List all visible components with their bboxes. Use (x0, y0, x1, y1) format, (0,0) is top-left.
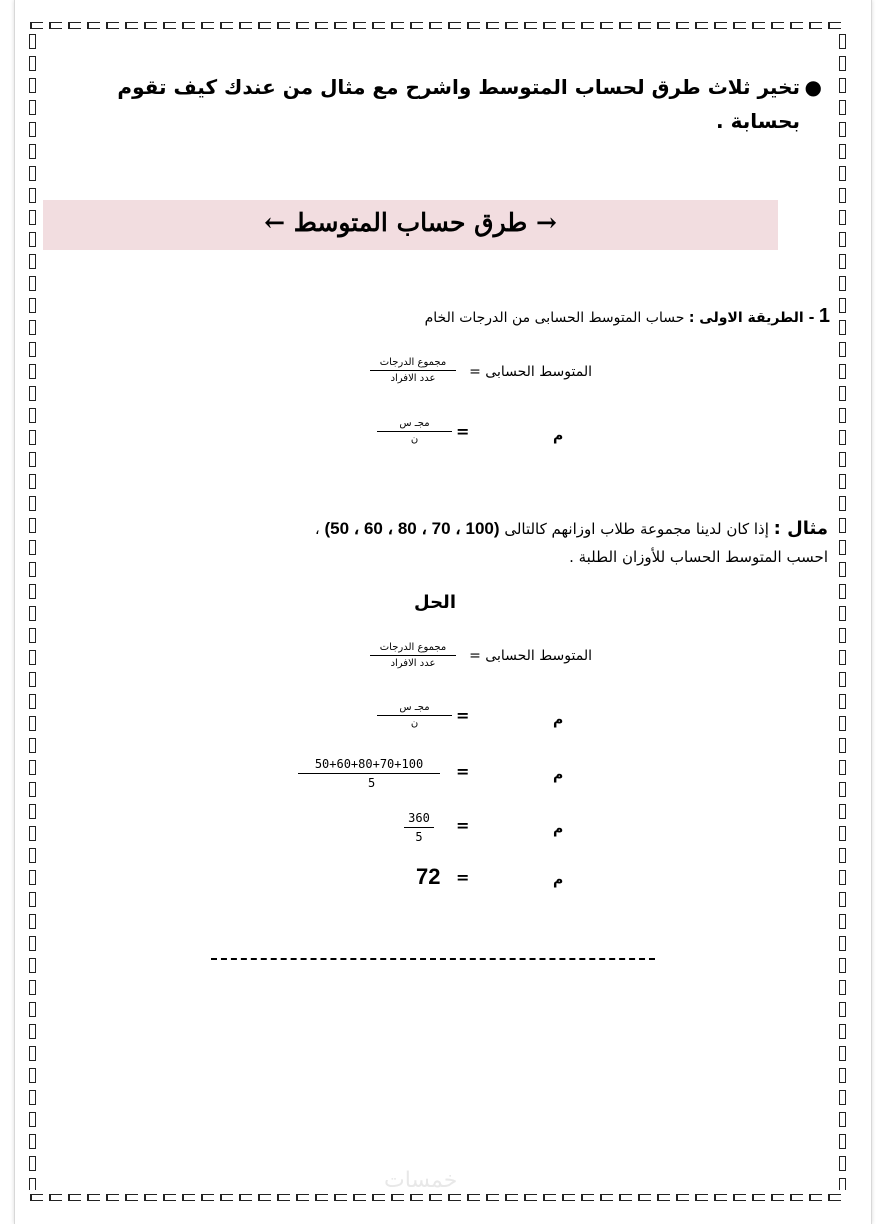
solution-formula-lhs: المتوسط الحسابى = (469, 648, 592, 664)
banner-title: → طرق حساب المتوسط ← (264, 208, 557, 237)
symbolic-denominator: ن (410, 434, 419, 445)
watermark: خمسات (384, 1168, 458, 1193)
symbol-mean: م (553, 872, 564, 888)
formula-numerator: مجموع الدرجات (379, 357, 447, 368)
dashed-border-top (30, 22, 842, 29)
solution-formula-fraction: مجموع الدرجات عدد الافراد (370, 641, 456, 670)
symbol-mean: م (553, 712, 564, 728)
result-value: 72 (416, 864, 441, 889)
example-task: احسب المتوسط الحساب للأوزان الطلبة . (569, 548, 828, 566)
symbol-mean: م (553, 821, 564, 837)
total-value: 360 (408, 811, 430, 825)
bullet-icon: ● (804, 75, 822, 99)
symbol-mean: م (553, 428, 564, 444)
sum-fraction (298, 756, 440, 791)
dashed-border-left (29, 34, 36, 1190)
solution-title: الحل (414, 592, 456, 613)
example-text: مثال : إذا كان لدينا مجموعة طلاب اوزانهم كالتالى (50 ، 60 ، 80 ، 70 ، 100) ، احسب المتوسط الحساب للأوزان الطلبة . (314, 518, 828, 566)
fraction-bar (404, 827, 434, 828)
fraction-bar (377, 715, 452, 716)
question-text: ● تخير ثلاث طرق لحساب المتوسط واشرح مع مثال من عندك كيف تقوم بحسابة . (100, 70, 800, 138)
equals-sign: = (456, 762, 470, 781)
section-banner (43, 200, 778, 250)
symbolic-numerator: مجـ س (399, 418, 430, 429)
method-number: 1 (818, 305, 830, 327)
method-1-heading (425, 305, 830, 328)
equals-sign: = (456, 422, 470, 441)
formula-denominator: عدد الافراد (390, 373, 436, 384)
method-label: - الطريقة الاولى : (688, 310, 815, 326)
fraction-bar (370, 655, 456, 656)
formula-lhs: المتوسط الحسابى = (469, 364, 592, 380)
formula-fraction (370, 356, 456, 385)
solution-symbolic-fraction: مجـ س ن (377, 701, 452, 730)
fraction-bar (370, 370, 456, 371)
sum-count: 5 (368, 776, 376, 790)
example-label: مثال : (773, 518, 828, 539)
method-description: حساب المتوسط الحسابى من الدرجات الخام (424, 310, 685, 326)
symbol-mean: م (553, 767, 564, 783)
fraction-bar (377, 431, 452, 432)
dashed-border-right (839, 34, 846, 1190)
fraction-bar (298, 773, 440, 774)
total-count: 5 (415, 830, 423, 844)
symbolic-fraction (377, 417, 452, 446)
equals-sign: = (456, 816, 470, 835)
equals-sign: = (456, 868, 470, 887)
dashed-separator (211, 958, 655, 960)
equals-sign: = (456, 706, 470, 725)
example-values: (50 ، 60 ، 80 ، 70 ، 100) (324, 519, 500, 538)
sum-expression: 50+60+80+70+100 (314, 757, 424, 771)
dashed-border-bottom (30, 1194, 842, 1201)
total-fraction (404, 810, 434, 845)
